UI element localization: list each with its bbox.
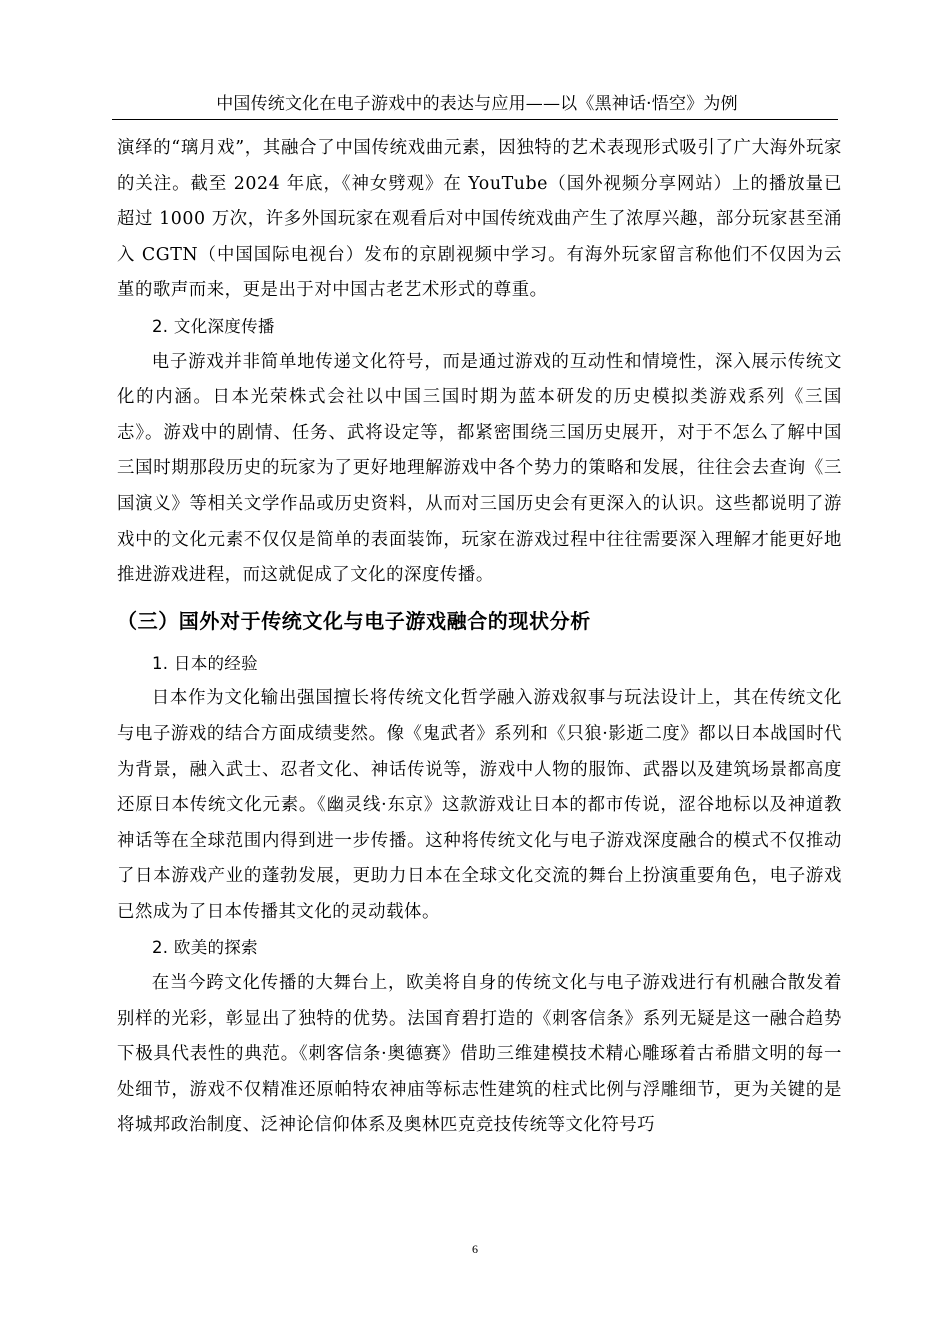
header-rule <box>112 119 838 120</box>
paragraph-west: 在当今跨文化传播的大舞台上，欧美将自身的传统文化与电子游戏进行有机融合散发着别样的光彩，彰显出了独特的优势。法国育碧打造的《刺客信条》系列无疑是这一融合趋势下极具代表性的典范。《刺客信条·奥德赛》借助三维建模技术精心雕琢着古希腊文明的每一处细节，游戏不仅精准还原帕特农神庙等标志性建筑的柱式比例与浮雕细节，更为关键的是将城邦政治制度、泛神论信仰体系及奥林匹克竞技传统等文化符号巧 <box>117 973 842 1136</box>
running-header: 中国传统文化在电子游戏中的表达与应用——以《黑神话·悟空》为例 <box>216 94 738 114</box>
subheading-west: 2. 欧美的探索 <box>152 938 258 958</box>
subheading-cultural-depth: 2. 文化深度传播 <box>152 316 275 336</box>
section-heading-overseas: （三）国外对于传统文化与电子游戏融合的现状分析 <box>117 608 591 633</box>
paragraph-japan: 日本作为文化输出强国擅长将传统文化哲学融入游戏叙事与玩法设计上，其在传统文化与电子游戏的结合方面成绩斐然。像《鬼武者》系列和《只狼·影逝二度》都以日本战国时代为背景，融入武士、忍者文化、神话传说等，游戏中人物的服饰、武器以及建筑场景都高度还原日本传统文化元素。《幽灵线·东京》这款游戏让日本的都市传说，涩谷地标以及神道教神话等在全球范围内得到进一步传播。这种将传统文化与电子游戏深度融合的模式不仅推动了日本游戏产业的蓬勃发展，更助力日本在全球文化交流的舞台上扮演重要角色，电子游戏已然成为了日本传播其文化的灵动载体。 <box>117 688 842 922</box>
body-content <box>117 131 842 1144</box>
subheading-japan: 1. 日本的经验 <box>152 653 258 673</box>
page-number: 6 <box>472 1242 478 1256</box>
paragraph-continuation: 演绎的“璃月戏”，其融合了中国传统戏曲元素，因独特的艺术表现形式吸引了广大海外玩家的关注。截至 2024 年底，《神女劈观》在 YouTube（国外视频分享网站）上的播放量已超过 1000 万次，许多外国玩家在观看后对中国传统戏曲产生了浓厚兴趣，部分玩家甚至涌入 CGTN（中国国际电视台）发布的京剧视频中学习。有海外玩家留言称他们不仅因为云堇的歌声而来，更是出于对中国古老艺术形式的尊重。 <box>117 138 842 301</box>
paragraph-cultural-depth: 电子游戏并非简单地传递文化符号，而是通过游戏的互动性和情境性，深入展示传统文化的内涵。日本光荣株式会社以中国三国时期为蓝本研发的历史模拟类游戏系列《三国志》。游戏中的剧情、任务、武将设定等，都紧密围绕三国历史展开，对于不怎么了解中国三国时期那段历史的玩家为了更好地理解游戏中各个势力的策略和发展，往往会去查询《三国演义》等相关文学作品或历史资料，从而对三国历史会有更深入的认识。这些都说明了游戏中的文化元素不仅仅是简单的表面装饰，玩家在游戏过程中往往需要深入理解才能更好地推进游戏进程，而这就促成了文化的深度传播。 <box>117 351 842 586</box>
